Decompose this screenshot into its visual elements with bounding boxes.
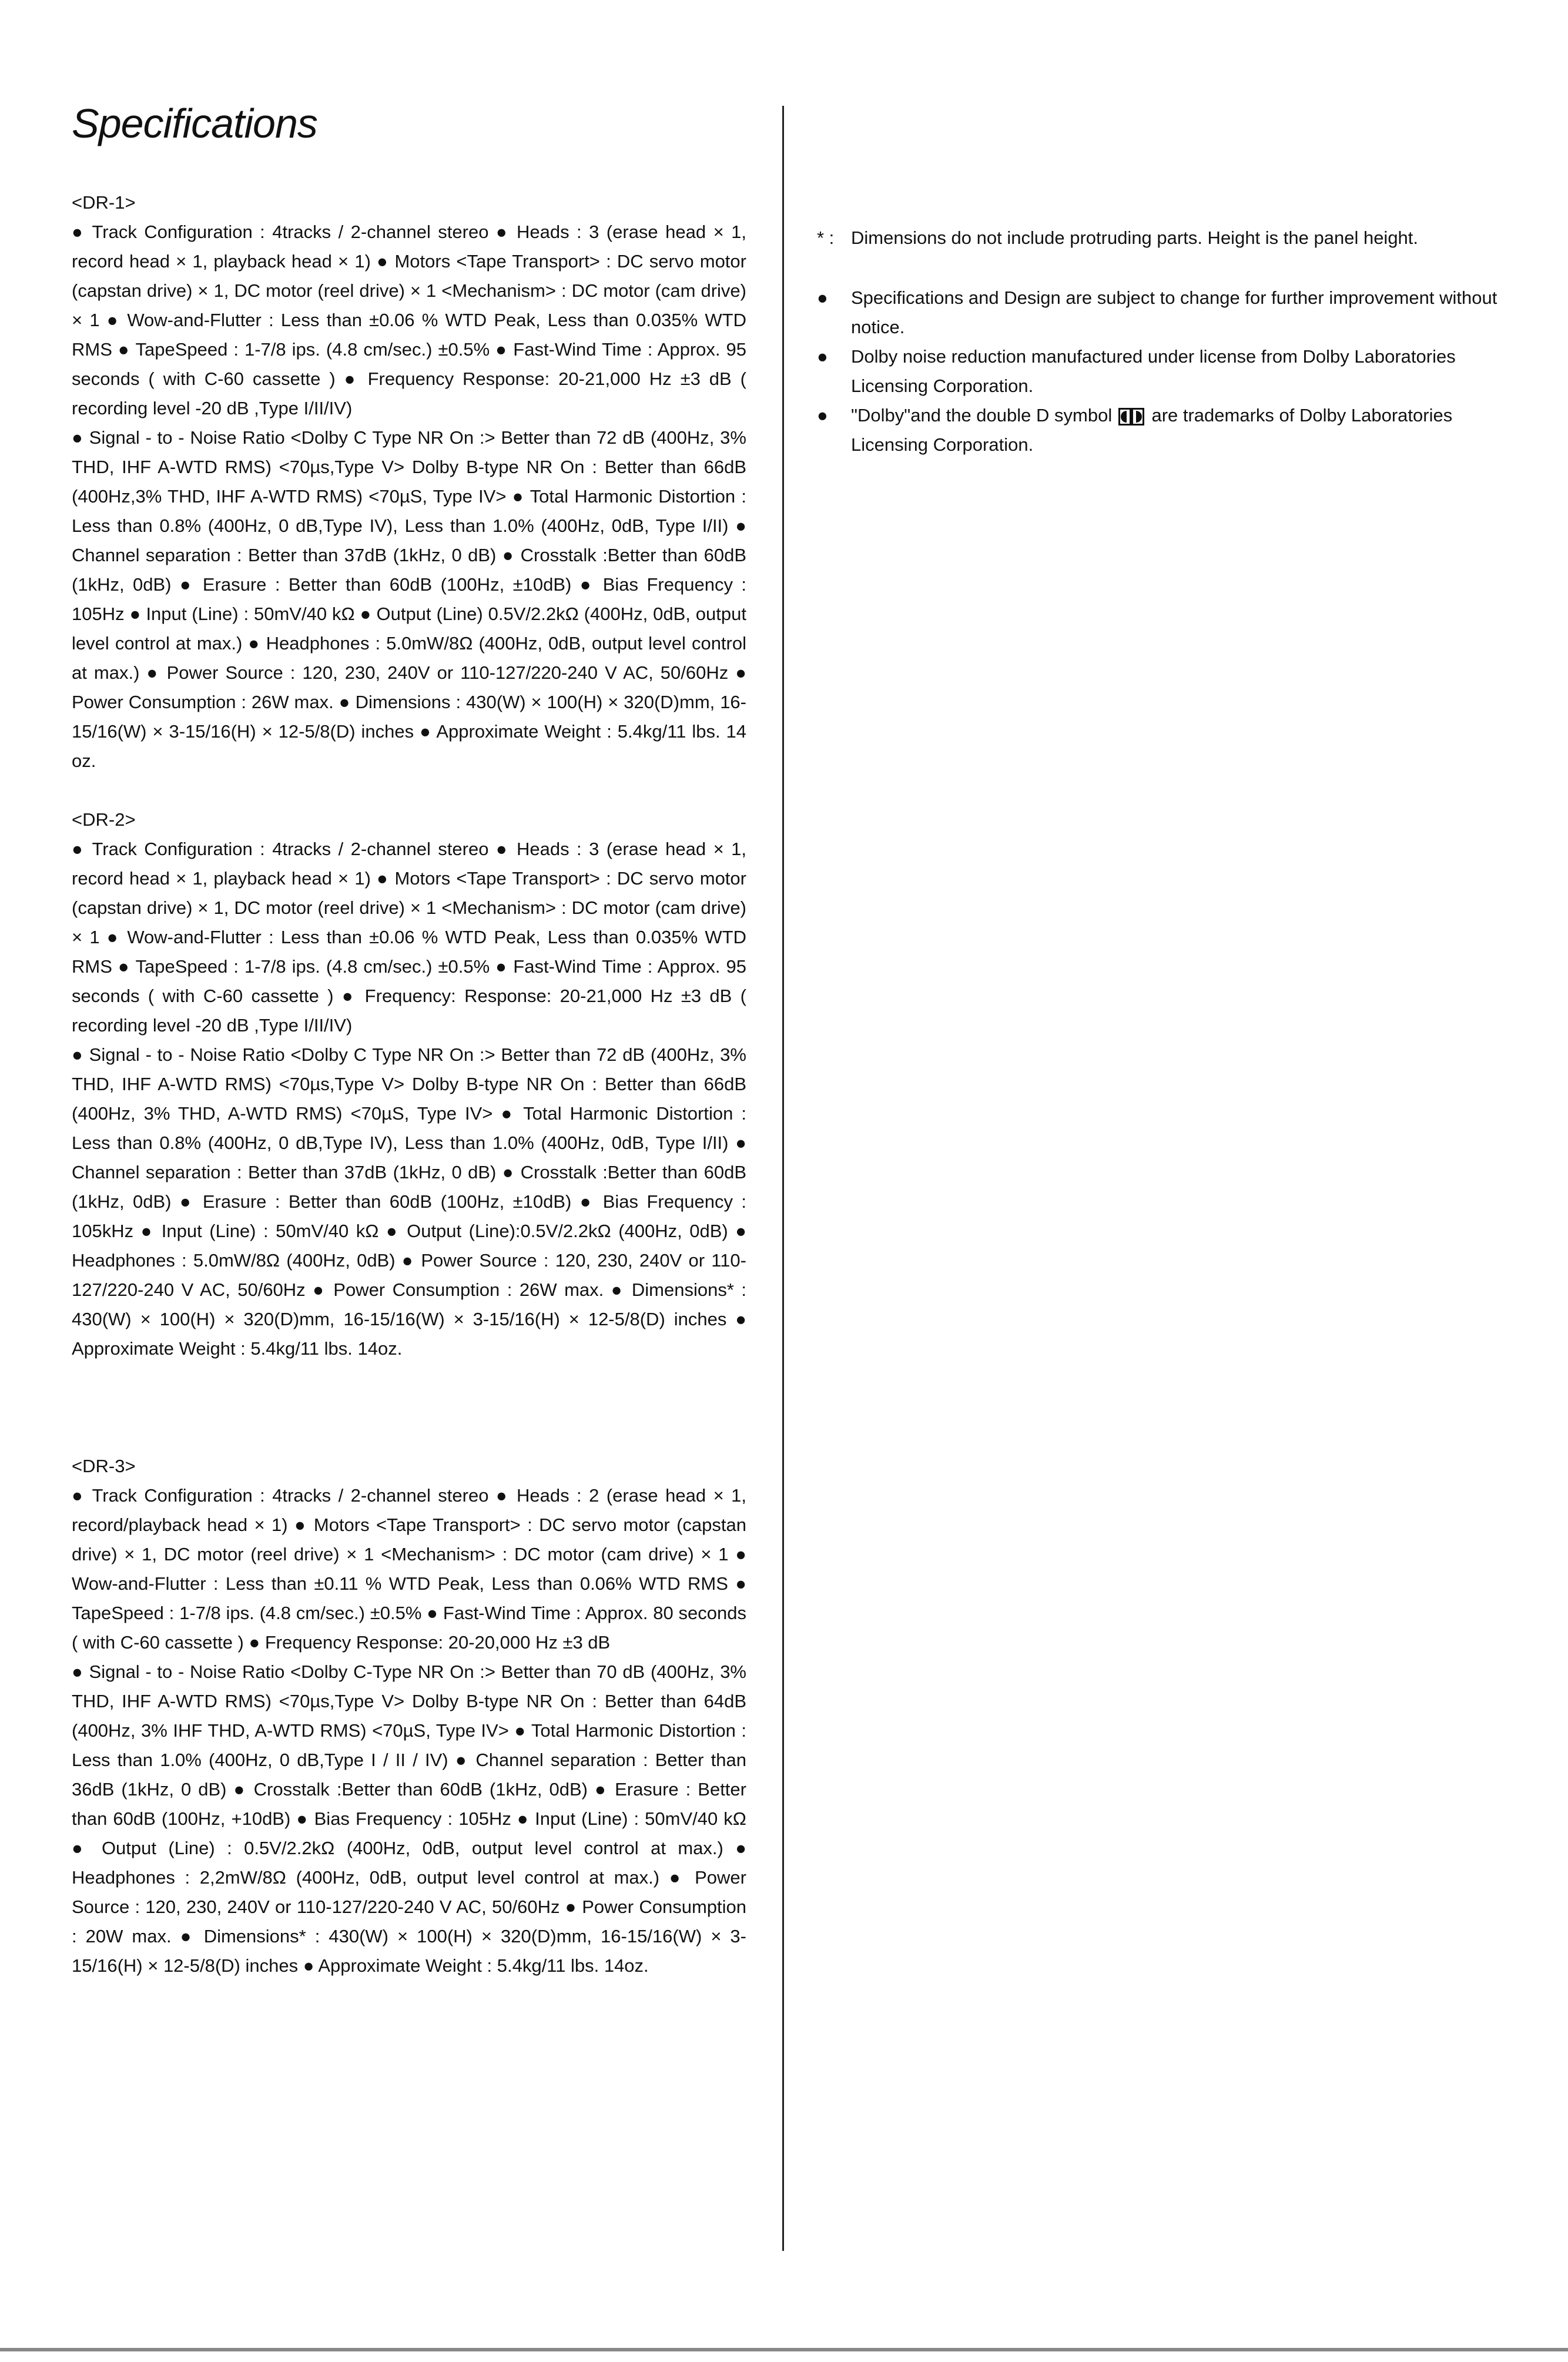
model-heading-dr2: <DR-2> [72, 809, 136, 830]
spec-paragraph: ● Signal - to - Noise Ratio <Dolby C Type NR On :> Better than 72 dB (400Hz, 3% THD, IHF A-WTD RMS) <70µs,Type V> Dolby B-type NR On : Better than 66dB (400Hz, 3% THD, A-WTD RMS) <70µS, Type IV> ● Total Harmonic Distortion : Less than 0.8% (400Hz, 0 dB,Type IV), Less than 1.0% (400Hz, 0dB, Type I/II) ● Channel separation : Better than 37dB (1kHz, 0 dB) ● Crosstalk :Better than 60dB (1kHz, 0dB) ● Erasure : Better than 60dB (100Hz, ±10dB) ● Bias Frequency : 105kHz ● Input (Line) : 50mV/40 kΩ ● Output (Line):0.5V/2.2kΩ (400Hz, 0dB) ● Headphones : 5.0mW/8Ω (400Hz, 0dB) ● Power Source : 120, 230, 240V or 110-127/220-240 V AC, 50/60Hz ● Power Consumption : 26W max. ● Dimensions* : 430(W) × 100(H) × 320(D)mm, 16-15/16(W) × 3-15/16(H) × 12-5/8(D) inches ● Approximate Weight : 5.4kg/11 lbs. 14oz. [72, 1044, 746, 1359]
note-text: Dolby noise reduction manufactured under license from Dolby Laboratories Licensing Corporation. [851, 346, 1456, 396]
bullet-marker: ● [817, 346, 828, 367]
specifications-column [72, 188, 746, 1981]
spec-paragraph: ● Signal - to - Noise Ratio <Dolby C-Type NR On :> Better than 70 dB (400Hz, 3% THD, IHF A-WTD RMS) <70µs,Type V> Dolby B-type NR On : Better than 64dB (400Hz, 3% IHF THD, A-WTD RMS) <70µS, Type IV> ● Total Harmonic Distortion : Less than 1.0% (400Hz, 0 dB,Type I / II / IV) ● Channel separation : Better than 36dB (1kHz, 0 dB) ● Crosstalk :Better than 60dB (1kHz, 0dB) ● Erasure : Better than 60dB (100Hz, +10dB) ● Bias Frequency : 105Hz ● Input (Line) : 50mV/40 kΩ ● Output (Line) : 0.5V/2.2kΩ (400Hz, 0dB, output level control at max.) ● Headphones : 2,2mW/8Ω (400Hz, 0dB, output level control at max.) ● Power Source : 120, 230, 240V or 110-127/220-240 V AC, 50/60Hz ● Power Consumption : 20W max. ● Dimensions* : 430(W) × 100(H) × 320(D)mm, 16-15/16(W) × 3-15/16(H) × 12-5/8(D) inches ● Approximate Weight : 5.4kg/11 lbs. 14oz. [72, 1661, 746, 1976]
spec-paragraph: ● Track Configuration : 4tracks / 2-channel stereo ● Heads : 3 (erase head × 1, record head × 1, playback head × 1) ● Motors <Tape Transport> : DC servo motor (capstan drive) × 1, DC motor (reel drive) × 1 <Mechanism> : DC motor (cam drive) × 1 ● Wow-and-Flutter : Less than ±0.06 % WTD Peak, Less than 0.035% WTD RMS ● TapeSpeed : 1-7/8 ips. (4.8 cm/sec.) ±0.5% ● Fast-Wind Time : Approx. 95 seconds ( with C-60 cassette ) ● Frequency: Response: 20-21,000 Hz ±3 dB ( recording level -20 dB ,Type I/II/IV) [72, 839, 746, 1036]
note-dimensions [817, 223, 1499, 253]
spec-paragraph: ● Track Configuration : 4tracks / 2-channel stereo ● Heads : 2 (erase head × 1, record/playback head × 1) ● Motors <Tape Transport> : DC servo motor (capstan drive) × 1, DC motor (reel drive) × 1 <Mechanism> : DC motor (cam drive) × 1 ● Wow-and-Flutter : Less than ±0.11 % WTD Peak, Less than 0.06% WTD RMS ● TapeSpeed : 1-7/8 ips. (4.8 cm/sec.) ±0.5% ● Fast-Wind Time : Approx. 80 seconds ( with C-60 cassette ) ● Frequency Response: 20-20,000 Hz ±3 dB [72, 1485, 746, 1653]
asterisk-marker: * : [817, 227, 835, 248]
spec-paragraph: ● Signal - to - Noise Ratio <Dolby C Type NR On :> Better than 72 dB (400Hz, 3% THD, IHF A-WTD RMS) <70µs,Type V> Dolby B-type NR On : Better than 66dB (400Hz,3% THD, IHF A-WTD RMS) <70µS, Type IV> ● Total Harmonic Distortion : Less than 0.8% (400Hz, 0 dB,Type IV), Less than 1.0% (400Hz, 0dB, Type I/II) ● Channel separation : Better than 37dB (1kHz, 0 dB) ● Crosstalk :Better than 60dB (1kHz, 0dB) ● Erasure : Better than 60dB (100Hz, ±10dB) ● Bias Frequency : 105Hz ● Input (Line) : 50mV/40 kΩ ● Output (Line) 0.5V/2.2kΩ (400Hz, 0dB, output level control at max.) ● Headphones : 5.0mW/8Ω (400Hz, 0dB, output level control at max.) ● Power Source : 120, 230, 240V or 110-127/220-240 V AC, 50/60Hz ● Power Consumption : 26W max. ● Dimensions : 430(W) × 100(H) × 320(D)mm, 16-15/16(W) × 3-15/16(H) × 12-5/8(D) inches ● Approximate Weight : 5.4kg/11 lbs. 14 oz. [72, 427, 746, 771]
column-divider [782, 106, 784, 2251]
note-specifications-change [817, 283, 1499, 342]
spec-block-dr2 [72, 805, 746, 1363]
note-dolby-trademark [817, 401, 1499, 460]
note-text: Dimensions do not include protruding parts. Height is the panel height. [851, 227, 1419, 248]
dolby-double-d-icon [1118, 408, 1144, 426]
page-title: Specifications [72, 100, 317, 146]
note-text [851, 401, 1499, 460]
note-text: Specifications and Design are subject to change for further improvement without notice. [851, 287, 1497, 337]
model-heading-dr3: <DR-3> [72, 1456, 136, 1476]
spec-paragraph: ● Track Configuration : 4tracks / 2-channel stereo ● Heads : 3 (erase head × 1, record head × 1, playback head × 1) ● Motors <Tape Transport> : DC servo motor (capstan drive) × 1, DC motor (reel drive) × 1 <Mechanism> : DC motor (cam drive) × 1 ● Wow-and-Flutter : Less than ±0.06 % WTD Peak, Less than 0.035% WTD RMS ● TapeSpeed : 1-7/8 ips. (4.8 cm/sec.) ±0.5% ● Fast-Wind Time : Approx. 95 seconds ( with C-60 cassette ) ● Frequency Response: 20-21,000 Hz ±3 dB ( recording level -20 dB ,Type I/II/IV) [72, 222, 746, 418]
page-bottom-edge [0, 2348, 1568, 2351]
spec-block-dr3 [72, 1452, 746, 1981]
note-dolby-license [817, 342, 1499, 401]
bullet-marker: ● [817, 405, 828, 426]
note-text-after: are trademarks of Dolby Laboratories Licensing Corporation. [851, 405, 1453, 455]
notes-column [817, 223, 1499, 460]
bullet-marker: ● [817, 287, 828, 308]
spec-block-dr1 [72, 188, 746, 776]
model-heading-dr1: <DR-1> [72, 192, 136, 213]
note-text-before: "Dolby"and the double D symbol [851, 405, 1113, 426]
